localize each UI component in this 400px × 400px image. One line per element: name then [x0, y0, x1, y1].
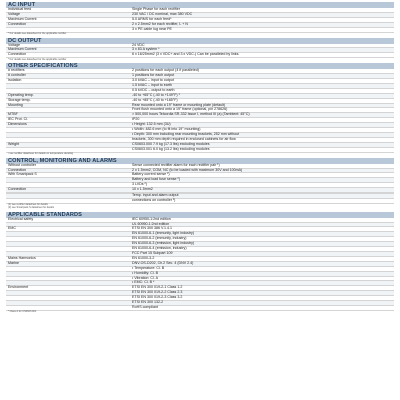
spec-label: Voltage	[6, 12, 130, 17]
section-header: CONTROL, MONITORING AND ALARMS	[6, 158, 394, 164]
spec-label: # rectifiers	[6, 69, 130, 73]
datasheet	[6, 2, 394, 314]
spec-value: 24 VDC	[130, 44, 394, 48]
footnote: (1) see rectifier datasheet for details (2) see Smartpack S datasheet for details	[8, 203, 54, 209]
spec-value: IEC 60950-1:2nd edition	[130, 218, 394, 222]
spec-table	[6, 164, 394, 204]
section-header: APPLICABLE STANDARDS	[6, 212, 394, 218]
spec-table	[6, 69, 394, 152]
spec-value: Single Phase for each rectifier	[130, 8, 394, 12]
spec-label: EMC	[6, 227, 130, 232]
spec-value: 6 x 16/25mm2 (3 x VDC+ and 3 x VDC-) Can be paralleled by links.	[130, 53, 394, 58]
spec-value: 1 positions for each output	[130, 74, 394, 79]
spec-value: 10 x 1.5mm2	[130, 188, 394, 193]
spec-label: With Smartpack S	[6, 173, 130, 178]
spec-value: • EMC: Cl. B *	[130, 281, 394, 286]
spec-label: Environment	[6, 286, 130, 291]
spec-value: EN 61000-6-3 (emission, light industry)	[130, 242, 394, 247]
spec-value: • Vibration: Cl. A	[130, 276, 394, 281]
spec-value: 3 LVDs ²)	[130, 183, 394, 188]
spec-label: Without controller	[6, 164, 130, 168]
spec-label: MTBF	[6, 113, 130, 118]
spec-table	[6, 8, 394, 33]
spec-value: CS0603.000 7.9 kg (17.3 lbs) excluding modules	[130, 142, 394, 147]
spec-label: Operating temp.	[6, 93, 130, 98]
spec-value: DNV-OS-D202, Ch.2 Sec. 4 (DNV 2.4)	[130, 261, 394, 266]
spec-row	[6, 305, 394, 310]
spec-value: EN 61000-6-4 (emission, industry)	[130, 247, 394, 252]
spec-label: Isolation	[6, 79, 130, 84]
spec-value: EN 61000-6-2 (immunity, industry)	[130, 237, 394, 242]
spec-label: Connection	[6, 168, 130, 173]
spec-label: Voltage	[6, 44, 130, 48]
spec-value: -40 to +85°C (-40 to +185°F)	[130, 98, 394, 103]
spec-value: FCC Part 15 Subpart 109	[130, 251, 394, 256]
spec-value: 230 VAC / DC nominal, max 380 VDC	[130, 12, 394, 17]
spec-value: ETSI EN 300 386 V.1.4.1	[130, 227, 394, 232]
spec-value: -40 to +65°C (-40 to +149°F) ¹	[130, 93, 394, 98]
spec-table	[6, 44, 394, 59]
spec-label: Electrical safety	[6, 218, 130, 222]
spec-value: ETSI EN 300 132-2	[130, 301, 394, 306]
spec-value: Front flush mounted onto a 19" frame (optional, p/n 278626)	[130, 108, 394, 113]
spec-value: > 500,000 hours Telcordia SR-332 Issue I, method III (a) (Tambient: 45°C)	[130, 113, 394, 118]
spec-label: # controller	[6, 74, 130, 79]
spec-label: Storage temp.	[6, 98, 130, 103]
spec-value: 2 x 1.5mm2, COM, NC (to be loaded with maximum 30V and 100mA)	[130, 168, 394, 173]
spec-label: IEC Prot. Cl.	[6, 118, 130, 123]
footnote: ¹ see rectifier datasheet for details on temperature derating	[8, 151, 74, 155]
section-header: OTHER SPECIFICATIONS	[6, 63, 394, 69]
spec-value: RoHS compliant	[130, 305, 394, 310]
spec-label: Connection	[6, 53, 130, 58]
spec-table	[6, 218, 394, 311]
spec-label: Connection	[6, 22, 130, 27]
spec-value: • Humidity: Cl. B	[130, 271, 394, 276]
spec-value: Battery and load fuse sense ²)	[130, 178, 394, 183]
spec-label: Connection	[6, 188, 130, 193]
footnote: * Class A for CS0603.001	[8, 310, 37, 314]
spec-label: Maximum Current	[6, 17, 130, 22]
spec-value: 0.5 kVDC – output to earth	[130, 88, 394, 93]
spec-value: 2 positions for each output (4 if paralleled)	[130, 69, 394, 73]
spec-label: Individual feed	[6, 8, 130, 12]
spec-label: Maximum Current	[6, 48, 130, 53]
spec-value: Battery current sense ²)	[130, 173, 394, 178]
spec-value: EN 61000-3-2	[130, 256, 394, 261]
spec-label: Weight	[6, 142, 130, 147]
spec-value: Temp. input and alarm output	[130, 194, 394, 199]
spec-value: UL 60950-1:2nd edition	[130, 222, 394, 227]
spec-value: ETSI EN 300 019-2-3 Class 3.2	[130, 296, 394, 301]
spec-label: Mains Harmonics	[6, 256, 130, 261]
spec-label: Dimensions	[6, 123, 130, 128]
spec-value: 3 x 83 A system *	[130, 48, 394, 53]
footnote: * For details see datasheet for the applicable rectifier	[8, 57, 67, 61]
spec-value: Rear mounted onto a 19" frame or mounting plate (default)	[130, 103, 394, 108]
spec-value: • Temperature: Cl. B	[130, 266, 394, 271]
spec-value: 3.0 kVAC – input to output	[130, 79, 394, 84]
spec-label: Mounting	[6, 103, 130, 108]
spec-value: connections on controller ²)	[130, 198, 394, 203]
footnote: * For details see datasheet for the applicable rectifier	[8, 31, 67, 35]
spec-value: Sense connected rectifier alarm for each rectifier pair ¹)	[130, 164, 394, 168]
spec-value: ETSI EN 300 019-2-1 Class 1.2	[130, 286, 394, 291]
spec-value: CS0603.001 6.0 kg (13.2 lbs) excluding modules	[130, 147, 394, 152]
spec-value: 3 x PE cable lug near PE	[130, 27, 394, 32]
spec-value: EN 61000-6-1 (immunity, light industry)	[130, 232, 394, 237]
spec-label: Marine	[6, 261, 130, 266]
spec-value: 1.5 kVAC – input to earth	[130, 83, 394, 88]
spec-row	[6, 198, 394, 203]
spec-value: IP20	[130, 118, 394, 123]
spec-value: brackets, 300 mm depth required in enclosed cabinets for air flow	[130, 137, 394, 142]
spec-value: • Depth: 300 mm including rear mounting brackets, 252 mm without	[130, 133, 394, 138]
spec-row	[6, 53, 394, 58]
spec-value: ETSI EN 300 019-2-2 Class 2.3	[130, 291, 394, 296]
spec-value: • Width: 482.6 mm (to fit into 19" mounting)	[130, 128, 394, 133]
spec-value: 2 x 2.5mm2 for each rectifier, L + N	[130, 22, 394, 27]
spec-value: 5.0 ARMS for each feed*	[130, 17, 394, 22]
section-header: AC INPUT	[6, 2, 394, 8]
spec-value: • Height: 132.5 mm (3U)	[130, 123, 394, 128]
section-header: DC OUTPUT	[6, 38, 394, 44]
